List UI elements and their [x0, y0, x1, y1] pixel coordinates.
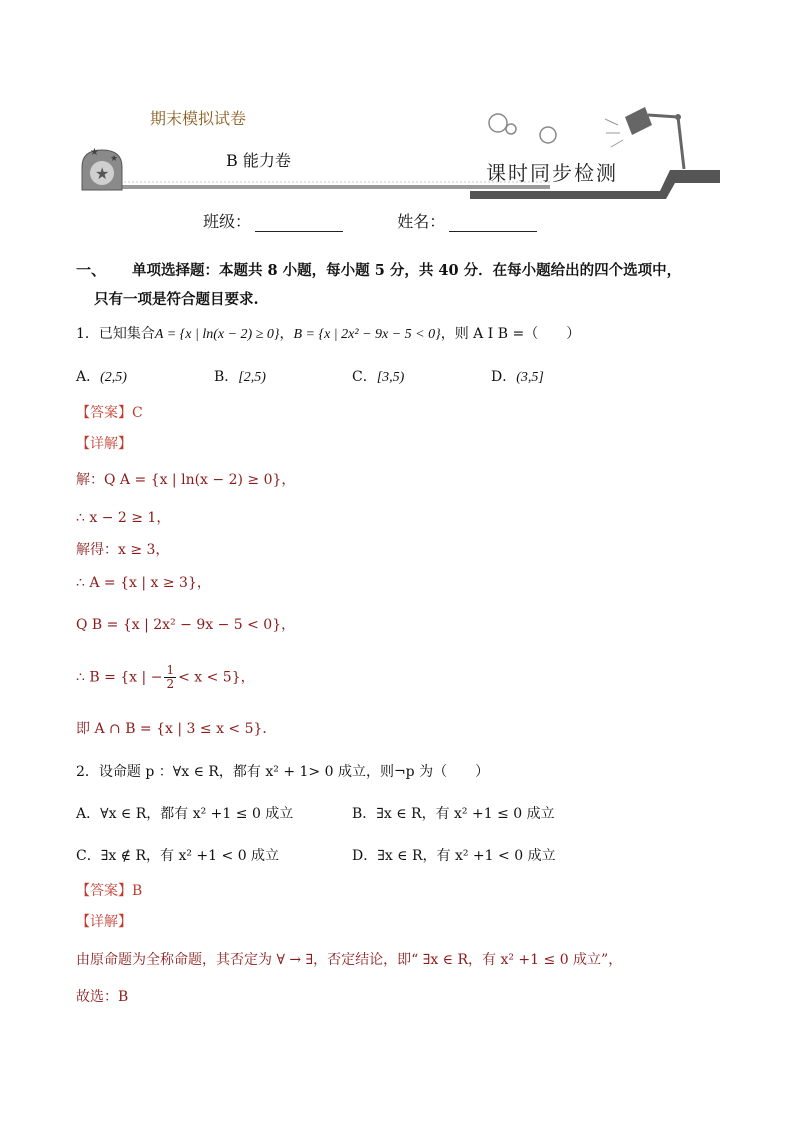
q1-answer: 【答案】C — [76, 405, 143, 421]
question-2-stem: 2．设命题 p ：∀x ∈ R，都有 x² + 1> 0 成立，则¬p 为（ ） — [76, 764, 490, 780]
q1-option-d[interactable] — [491, 368, 544, 387]
q1-tail: ，则 A I B =（ ） — [440, 326, 581, 342]
brand-text: 课时同步检测 — [486, 161, 618, 185]
step6-prefix: ∴ B = {x | − — [76, 669, 163, 686]
option-label: A． — [76, 806, 101, 822]
step6-suffix: < x < 5}， — [178, 669, 255, 686]
q2-explanation: 由原命题为全称命题，其否定为 ∀ → ∃，否定结论，即“ ∃x ∈ R，有 x² +1 ≤ 0 成立”， — [76, 952, 623, 968]
q2-detail-label: 【详解】 — [76, 914, 132, 930]
small-star-icon: ★ — [90, 147, 99, 158]
star-icon: ★ — [95, 164, 110, 183]
q2-option-b[interactable] — [352, 805, 555, 823]
q1-step-2: ∴ x − 2 ≥ 1， — [76, 510, 171, 526]
q2-option-c[interactable] — [76, 847, 279, 865]
option-value: ∀x ∈ R，都有 x² +1 ≤ 0 成立 — [100, 806, 294, 822]
section-instruction-line1: 单项选择题：本题共 8 小题，每小题 5 分，共 40 分．在每小题给出的四个选项中， — [132, 262, 682, 279]
q2-conclusion: 故选：B — [76, 989, 129, 1005]
class-field[interactable] — [255, 217, 343, 232]
q2-option-a[interactable] — [76, 805, 293, 823]
q1-prefix: 1．已知集合 — [76, 326, 155, 342]
paper-subtitle: B 能力卷 — [226, 151, 291, 170]
bubble-icon — [506, 124, 516, 134]
section-number: 一、 — [76, 261, 107, 279]
q1-step-1: 解：Q A = {x | ln(x − 2) ≥ 0}， — [76, 472, 296, 488]
option-value: [2,5) — [238, 370, 266, 385]
bubble-icon — [540, 127, 556, 143]
q1-step-7: 即 A ∩ B = {x | 3 ≤ x < 5}． — [76, 721, 277, 737]
paper-title: 期末模拟试卷 — [150, 109, 247, 128]
q1-step-3: 解得：x ≥ 3， — [76, 542, 170, 558]
option-label: D． — [491, 369, 517, 385]
name-label: 姓名： — [397, 212, 446, 231]
option-value: ∃x ∈ R，有 x² +1 < 0 成立 — [377, 848, 556, 864]
q1-option-b[interactable] — [214, 368, 266, 387]
q1-detail-label: 【详解】 — [76, 436, 132, 452]
fraction-numerator: 1 — [166, 663, 175, 677]
option-value: ∃x ∈ R，有 x² +1 ≤ 0 成立 — [376, 806, 555, 822]
option-label: D． — [352, 848, 378, 864]
option-label: C． — [352, 369, 377, 385]
option-label: C． — [76, 848, 101, 864]
student-info-row — [203, 209, 537, 232]
option-label: B． — [352, 806, 377, 822]
fraction-one-half — [164, 664, 176, 691]
option-label: A． — [76, 369, 101, 385]
fraction-denominator: 2 — [166, 677, 175, 691]
q1-option-c[interactable] — [352, 368, 404, 387]
question-1-stem — [76, 325, 580, 344]
section-instruction-line2: 只有一项是符合题目要求. — [94, 291, 259, 308]
option-value: ∃x ∉ R，有 x² +1 < 0 成立 — [100, 848, 280, 864]
small-star-icon: ★ — [110, 154, 119, 164]
option-label: B． — [214, 369, 239, 385]
q1-set-b: B = {x | 2x² − 9x − 5 < 0} — [293, 327, 441, 342]
name-field[interactable] — [449, 217, 537, 232]
q1-option-a[interactable] — [76, 368, 127, 387]
q1-step-4: ∴ A = {x | x ≥ 3}， — [76, 575, 211, 591]
q1-set-a: A = {x | ln(x − 2) ≥ 0} — [154, 327, 280, 342]
option-value: (3,5] — [516, 370, 544, 385]
option-value: (2,5) — [100, 370, 127, 385]
option-value: [3,5) — [376, 370, 405, 385]
q1-step-6 — [76, 664, 255, 691]
q2-answer: 【答案】B — [76, 883, 143, 899]
q2-option-d[interactable] — [352, 847, 556, 865]
q1-comma: ， — [279, 326, 294, 342]
class-label: 班级： — [203, 212, 252, 231]
bubble-icon — [489, 114, 507, 132]
q1-step-5: Q B = {x | 2x² − 9x − 5 < 0}， — [76, 617, 296, 633]
